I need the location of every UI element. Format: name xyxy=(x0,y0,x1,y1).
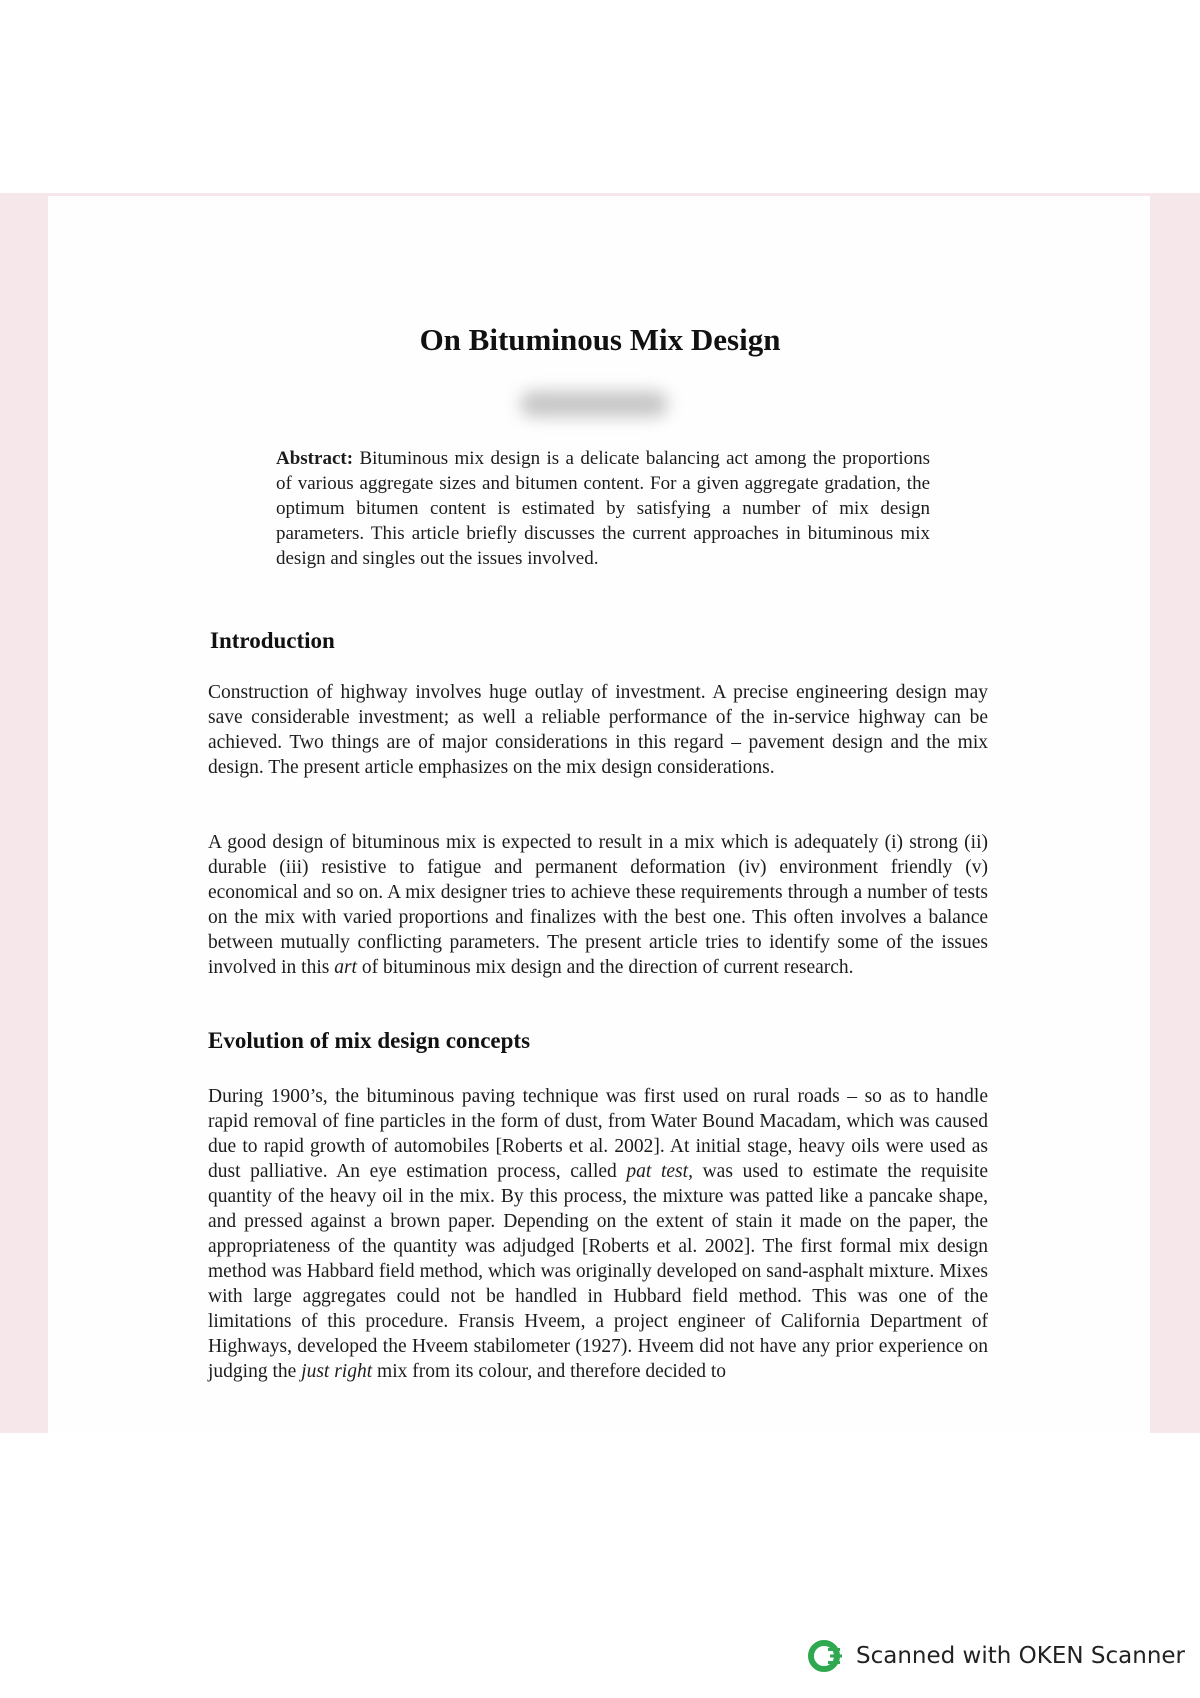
evolution-paragraph-text-2: was used to estimate the requisite quantity of the heavy oil in the mix. By this process, the mixture was patted like a pancake shape, and pressed against a brown paper. Depending on the extent of stain it made on the paper, the appropriateness of the quantity was adjudged [Roberts et al. 2002]. The first formal mix design method was Habbard field method, which was originally developed on sand-asphalt mixture. Mixes with large aggregates could not be handled in Hubbard field method. This was one of the limitations of this procedure. Fransis Hveem, a project engineer of California Department of Highways, developed the Hveem stabilometer (1927). Hveem did not have any prior experience on judging the xyxy=(208,1161,989,1382)
intro-paragraph-2 xyxy=(208,830,988,980)
intro-paragraph-2-emphasis: art xyxy=(334,957,357,978)
section-heading-introduction: Introduction xyxy=(210,628,335,653)
document-title: On Bituminous Mix Design xyxy=(419,322,781,357)
redacted-author xyxy=(520,391,668,417)
scanner-footer-text: Scanned with OKEN Scanner xyxy=(856,1643,1185,1669)
abstract-text: Bituminous mix design is a delicate balancing act among the proportions of various aggregate sizes and bitumen content. For a given aggregate gradation, the optimum bitumen content is estimated by satisfying a number of mix design parameters. This article briefly discusses the current approaches in bituminous mix design and singles out the issues involved. xyxy=(276,448,930,569)
intro-paragraph-2-text: A good design of bituminous mix is expected to result in a mix which is adequately (i) strong (ii) durable (iii) resistive to fatigue and permanent deformation (iv) environment friendly (v) economical and so on. A mix designer tries to achieve these requirements through a number of tests on the mix with varied proportions and finalizes with the best one. This often involves a balance between mutually conflicting parameters. The present article tries to identify some of the issues involved in this xyxy=(208,832,988,978)
abstract xyxy=(276,446,930,571)
evolution-paragraph-emphasis-2: just right xyxy=(301,1361,373,1382)
scanner-footer xyxy=(808,1636,1185,1676)
section-heading-evolution: Evolution of mix design concepts xyxy=(208,1028,531,1053)
evolution-paragraph-text-3: mix from its colour, and therefore decided to xyxy=(372,1361,727,1382)
evolution-paragraph-text-1: During 1900’s, the bituminous paving technique was first used on rural roads – so as to handle rapid removal of fine particles in the form of dust, from Water Bound Macadam, which was caused due to rapid growth of automobiles [Roberts et al. 2002]. At initial stage, heavy oils were used as dust palliative. An eye estimation process, called xyxy=(208,1086,988,1182)
oken-scanner-logo-icon xyxy=(808,1638,844,1674)
evolution-paragraph xyxy=(208,1084,988,1384)
intro-paragraph-2-tail: of bituminous mix design and the direction of current research. xyxy=(356,957,854,978)
abstract-label: Abstract: xyxy=(276,448,354,469)
intro-paragraph-1: Construction of highway involves huge outlay of investment. A precise engineering design may save considerable investment; as well a reliable performance of the in-service highway can be achieved. Two things are of major considerations in this regard – pavement design and the mix design. The present article emphasizes on the mix design considerations. xyxy=(208,682,988,778)
evolution-paragraph-emphasis-1: pat test, xyxy=(626,1161,693,1182)
